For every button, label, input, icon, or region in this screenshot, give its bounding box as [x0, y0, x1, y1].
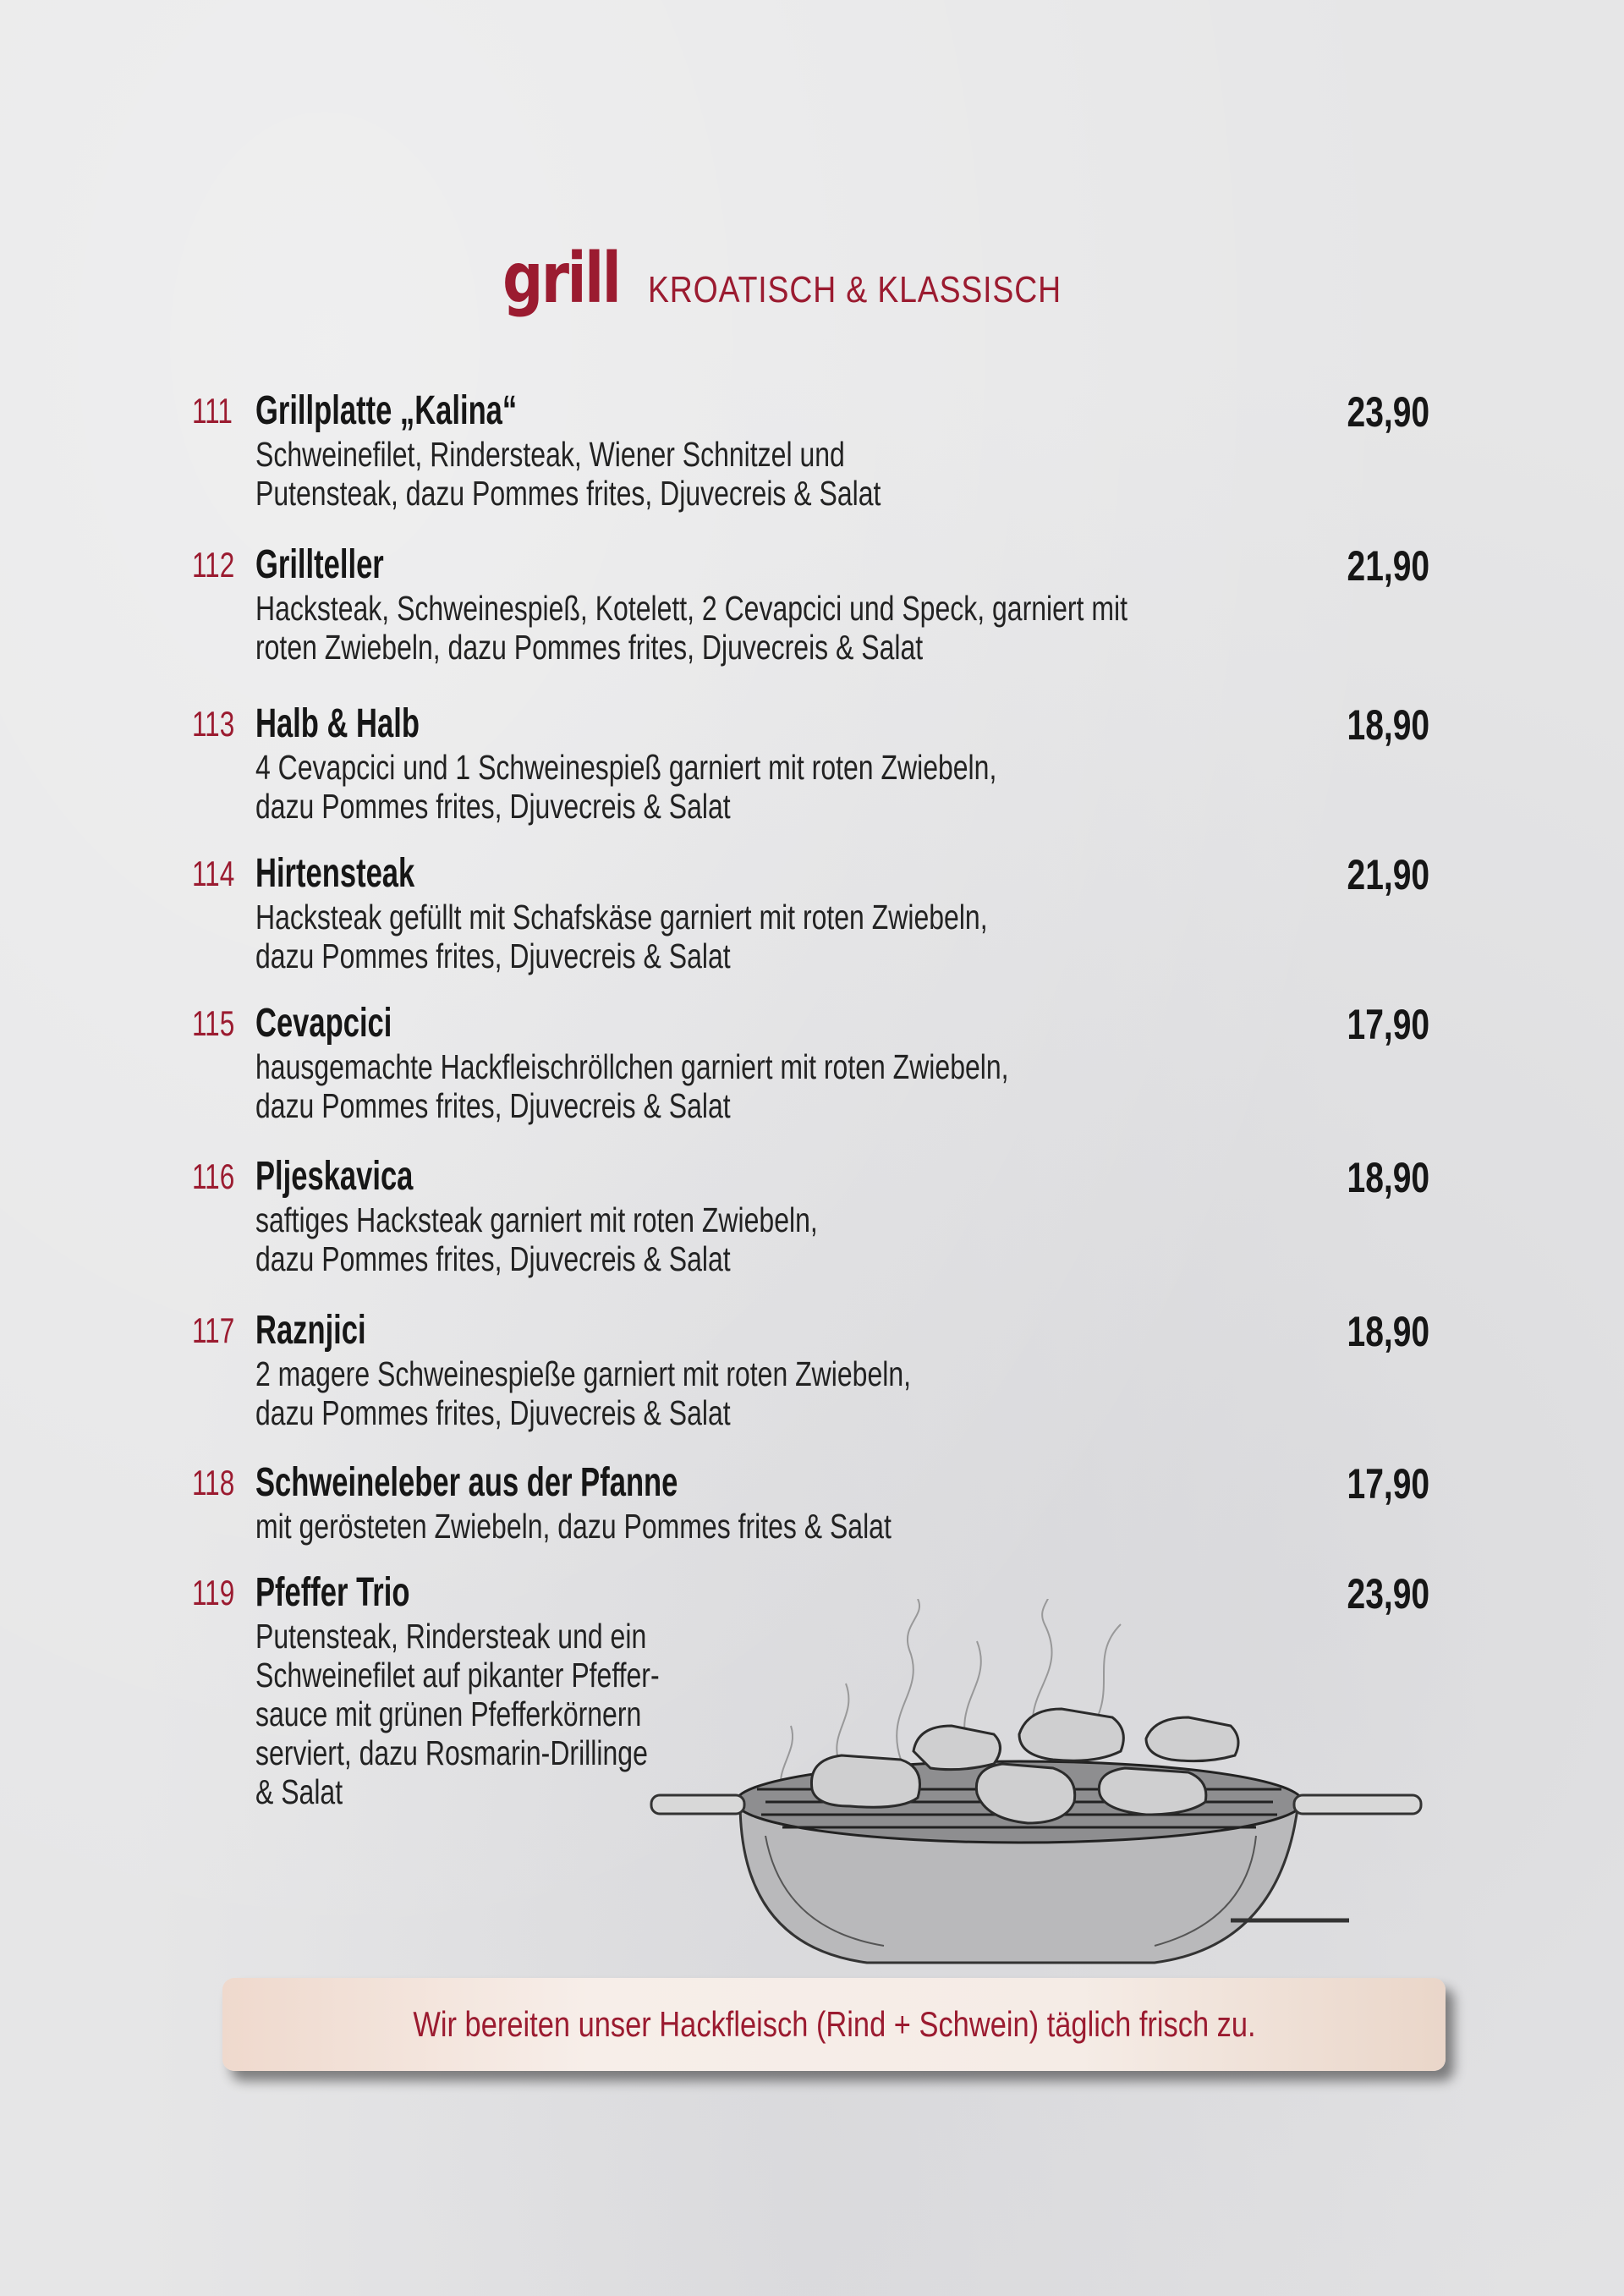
description-line: hausgemachte Hackfleischröllchen garniert mit roten Zwiebeln, — [255, 1047, 1009, 1086]
description-line: 4 Cevapcici und 1 Schweinespieß garniert mit roten Zwiebeln, — [255, 748, 997, 787]
description-line: mit gerösteten Zwiebeln, dazu Pommes frites & Salat — [255, 1507, 892, 1546]
description-line: & Salat — [255, 1772, 343, 1811]
meat-icon — [811, 1709, 1238, 1823]
description-line: dazu Pommes frites, Djuvecreis & Salat — [255, 937, 731, 975]
notice-banner — [222, 1978, 1446, 2071]
description-line: Schweinefilet, Rindersteak, Wiener Schnitzel und — [255, 435, 845, 474]
item-description — [255, 1354, 1047, 1432]
item-description — [255, 898, 1047, 975]
item-price: 23,90 — [1347, 1570, 1429, 1618]
item-name: Cevapcici — [255, 1001, 392, 1046]
item-price: 18,90 — [1347, 701, 1429, 749]
description-line: roten Zwiebeln, dazu Pommes frites, Djuvecreis & Salat — [255, 628, 924, 667]
item-price: 17,90 — [1347, 1001, 1429, 1048]
item-name: Raznjici — [255, 1308, 366, 1353]
description-line: Hacksteak, Schweinespieß, Kotelett, 2 Cevapcici und Speck, garniert mit — [255, 589, 1127, 628]
description-line: 2 magere Schweinespieße garniert mit roten Zwiebeln, — [255, 1354, 912, 1393]
description-line: dazu Pommes frites, Djuvecreis & Salat — [255, 787, 731, 826]
item-number: 111 — [192, 391, 233, 431]
description-line: dazu Pommes frites, Djuvecreis & Salat — [255, 1239, 731, 1278]
description-line: sauce mit grünen Pfefferkörnern — [255, 1695, 642, 1733]
description-line: Hacksteak gefüllt mit Schafskäse garniert mit roten Zwiebeln, — [255, 898, 988, 937]
grill-illustration — [647, 1599, 1425, 1988]
item-price: 17,90 — [1347, 1460, 1429, 1508]
item-number: 117 — [192, 1310, 235, 1350]
description-line: dazu Pommes frites, Djuvecreis & Salat — [255, 1086, 731, 1125]
item-number: 114 — [192, 854, 235, 893]
item-name: Pljeskavica — [255, 1154, 414, 1199]
item-name: Pfeffer Trio — [255, 1570, 410, 1615]
item-price: 21,90 — [1347, 542, 1429, 590]
item-description — [255, 1507, 1047, 1546]
description-line: serviert, dazu Rosmarin-Drillinge — [255, 1733, 648, 1772]
item-number: 113 — [192, 704, 235, 744]
item-number: 112 — [192, 545, 235, 585]
item-number: 119 — [192, 1573, 235, 1612]
item-description — [255, 435, 1047, 513]
description-line: Schweinefilet auf pikanter Pfeffer- — [255, 1656, 660, 1695]
section-subtitle: KROATISCH & KLASSISCH — [647, 269, 1062, 310]
description-line: Putensteak, dazu Pommes frites, Djuvecreis & Salat — [255, 474, 881, 513]
item-number: 115 — [192, 1003, 235, 1043]
item-price: 21,90 — [1347, 851, 1429, 898]
item-name: Grillteller — [255, 542, 384, 587]
item-name: Schweineleber aus der Pfanne — [255, 1460, 678, 1505]
notice-text: Wir bereiten unser Hackfleisch (Rind + Schwein) täglich frisch zu. — [412, 2004, 1256, 2044]
item-price: 18,90 — [1347, 1154, 1429, 1201]
section-title: grill — [502, 239, 620, 319]
menu-header — [0, 239, 1624, 319]
description-line: dazu Pommes frites, Djuvecreis & Salat — [255, 1393, 731, 1432]
item-description — [255, 1047, 1047, 1125]
description-line: Putensteak, Rindersteak und ein — [255, 1617, 647, 1656]
item-description — [255, 748, 1047, 826]
item-number: 116 — [192, 1156, 235, 1196]
item-description — [255, 589, 1127, 667]
item-description — [255, 1200, 1047, 1278]
description-line: saftiges Hacksteak garniert mit roten Zwiebeln, — [255, 1200, 818, 1239]
item-price: 18,90 — [1347, 1308, 1429, 1355]
item-number: 118 — [192, 1463, 235, 1502]
item-name: Grillplatte „Kalina“ — [255, 388, 518, 433]
item-name: Hirtensteak — [255, 851, 415, 896]
item-name: Halb & Halb — [255, 701, 420, 746]
item-price: 23,90 — [1347, 388, 1429, 436]
